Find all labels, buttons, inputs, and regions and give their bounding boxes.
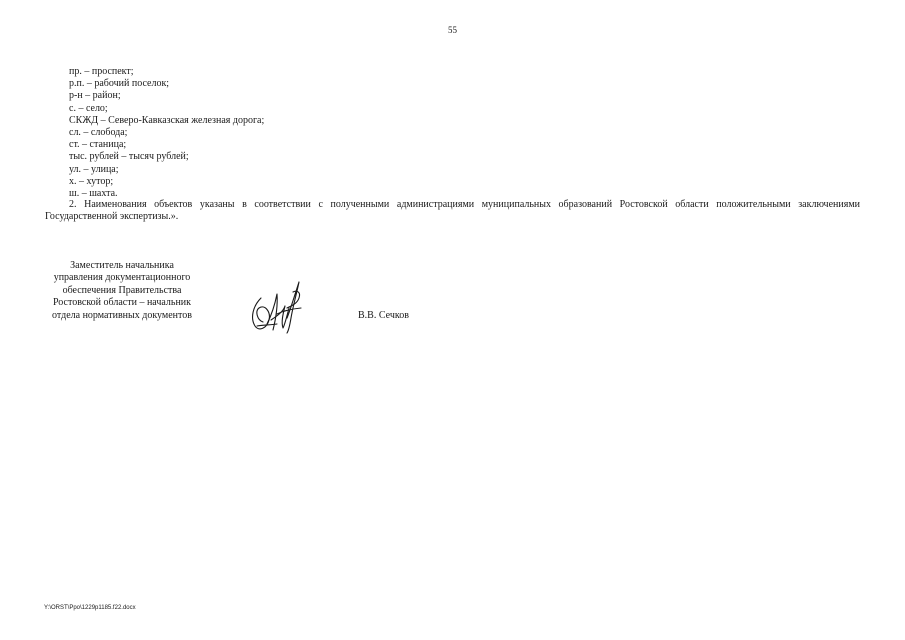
abbreviation-item: СКЖД – Северо-Кавказская железная дорога;	[69, 114, 265, 126]
signatory-position	[30, 260, 214, 322]
position-line: Заместитель начальника	[70, 260, 174, 271]
signer-name: В.В. Сечков	[358, 310, 409, 321]
abbreviation-item: р-н – район;	[69, 90, 121, 102]
abbreviation-item: ст. – станица;	[69, 139, 127, 151]
abbreviation-item: х. – хутор;	[69, 175, 114, 187]
abbreviation-item: сл. – слобода;	[69, 127, 128, 139]
abbreviation-list	[69, 66, 264, 200]
abbreviation-item: ш. – шахта.	[69, 188, 118, 200]
note-paragraph: 2. Наименования объектов указаны в соответствии с полученными администрациями муниципальных образований Ростовской области положительными заключениями Государственной экспертизы.».	[45, 199, 860, 223]
abbreviation-item: тыс. рублей – тысяч рублей;	[69, 151, 189, 163]
handwritten-signature	[247, 278, 309, 334]
position-line: Ростовской области – начальник	[52, 297, 192, 309]
abbreviation-item: ул. – улица;	[69, 163, 119, 175]
abbreviation-item: с. – село;	[69, 102, 108, 114]
abbreviation-item: р.п. – рабочий поселок;	[69, 78, 170, 90]
file-path: Y:\ORST\Ppo\1229p1185.f22.docx	[44, 605, 136, 611]
position-line: управления документационного	[53, 272, 191, 284]
position-line: обеспечения Правительства	[62, 284, 182, 296]
abbreviation-item: пр. – проспект;	[69, 66, 134, 77]
page-number: 55	[448, 25, 457, 35]
position-line: отдела нормативных документов	[52, 309, 192, 321]
